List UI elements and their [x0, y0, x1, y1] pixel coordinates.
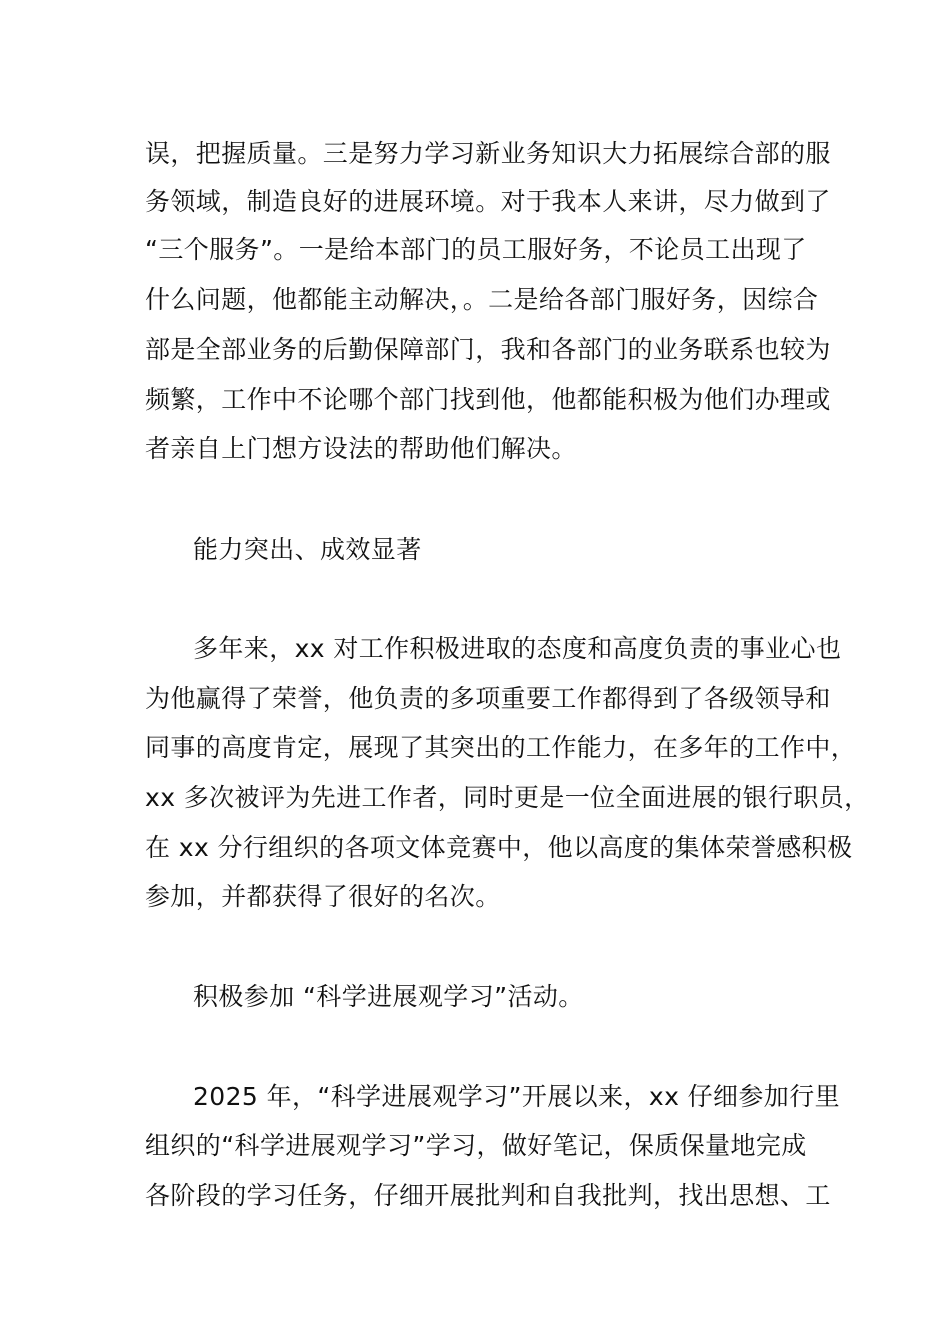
paragraph-line: 务领域，制造良好的进展环境。对于我本人来讲，尽力做到了: [145, 187, 831, 216]
paragraph-line: 组织的“科学进展观学习”学习，做好笔记，保质保量地完成: [145, 1131, 807, 1160]
paragraph-line: 多年来，xx 对工作积极进取的态度和高度负责的事业心也: [193, 634, 842, 663]
paragraph-line: 部是全部业务的后勤保障部门，我和各部门的业务联系也较为: [145, 335, 831, 364]
paragraph-line: 频繁，工作中不论哪个部门找到他，他都能积极为他们办理或: [145, 385, 831, 414]
section-heading: 能力突出、成效显著: [193, 535, 422, 564]
paragraph-line: 2025 年，“科学进展观学习”开展以来，xx 仔细参加行里: [193, 1082, 841, 1111]
paragraph-line: 误，把握质量。三是努力学习新业务知识大力拓展综合部的服: [145, 139, 831, 168]
paragraph-line: 参加，并都获得了很好的名次。: [145, 882, 501, 911]
paragraph-line: 什么问题，他都能主动解决，。二是给各部门服好务，因综合: [145, 285, 819, 314]
section-heading: 积极参加 “科学进展观学习”活动。: [193, 982, 584, 1011]
paragraph-line: 各阶段的学习任务，仔细开展批判和自我批判，找出思想、工: [145, 1181, 831, 1210]
paragraph-line: 为他赢得了荣誉，他负责的多项重要工作都得到了各级领导和: [145, 684, 831, 713]
paragraph-line: “三个服务”。一是给本部门的员工服好务，不论员工出现了: [145, 235, 807, 264]
paragraph-line: xx 多次被评为先进工作者，同时更是一位全面进展的银行职员，: [145, 783, 870, 812]
paragraph-line: 同事的高度肯定，展现了其突出的工作能力，在多年的工作中，: [145, 733, 857, 762]
paragraph-line: 者亲自上门想方设法的帮助他们解决。: [145, 434, 577, 463]
paragraph-line: 在 xx 分行组织的各项文体竞赛中，他以高度的集体荣誉感积极: [145, 833, 853, 862]
